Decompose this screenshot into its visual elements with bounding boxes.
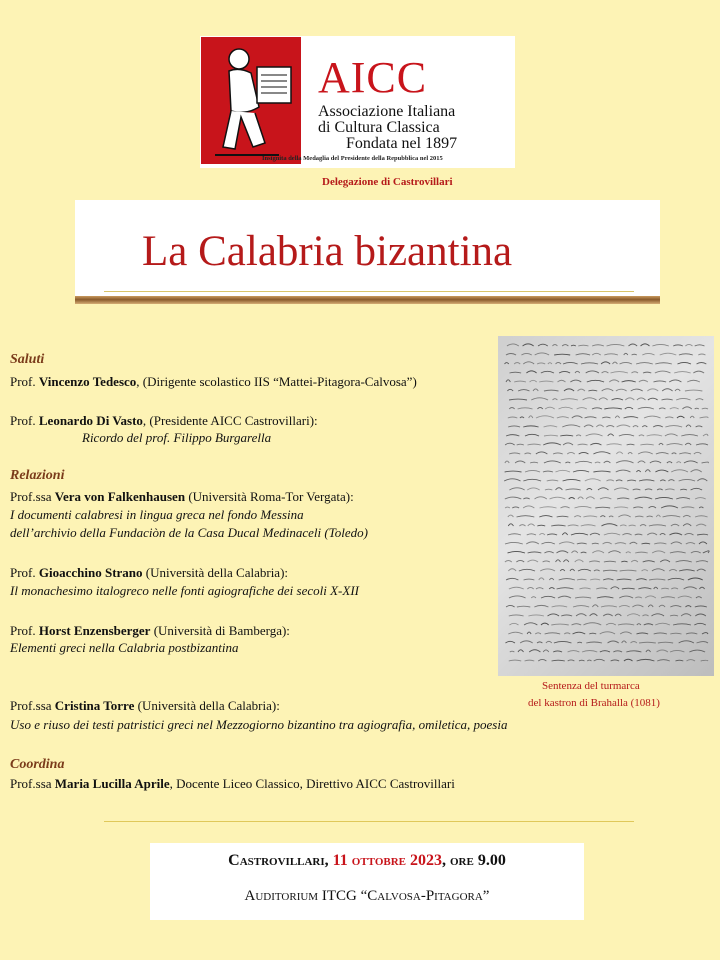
event-time: , ore 9.00 — [442, 852, 506, 869]
speaker-affiliation: (Università della Calabria): — [142, 565, 289, 580]
logo-insigna: Insignita della Medaglia del Presidente della Repubblica nel 2015 — [262, 155, 443, 162]
speaker-affiliation: , (Dirigente scolastico IIS “Mattei-Pitagora-Calvosa”) — [136, 374, 417, 389]
speaker-affiliation: , (Presidente AICC Castrovillari): — [142, 413, 318, 428]
scribe-figure-icon — [201, 37, 301, 164]
speaker-prefix: Prof. — [10, 374, 39, 389]
relazione-4-speaker — [10, 698, 280, 714]
speaker-prefix: Prof. — [10, 623, 39, 638]
speaker-prefix: Prof.ssa — [10, 698, 55, 713]
speaker-affiliation: , Docente Liceo Classico, Direttivo AICC Castrovillari — [169, 776, 455, 791]
relazioni-heading: Relazioni — [10, 468, 65, 483]
speaker-affiliation: (Università di Bamberga): — [150, 623, 290, 638]
relazione-1-speaker — [10, 489, 354, 505]
manuscript-image — [498, 336, 714, 676]
relazione-3-speaker — [10, 623, 290, 639]
saluti-speaker-2 — [10, 413, 318, 429]
event-venue: Auditorium ITCG “Calvosa-Pitagora” — [244, 888, 490, 904]
footer-separator — [104, 821, 634, 822]
page-title: La Calabria bizantina — [142, 228, 513, 275]
speaker-prefix: Prof.ssa — [10, 776, 55, 791]
title-rule — [104, 291, 634, 292]
speaker-prefix: Prof. — [10, 565, 39, 580]
wood-divider — [75, 296, 660, 304]
image-caption-line-2: del kastron di Brahalla (1081) — [528, 697, 660, 709]
image-caption-line-1: Sentenza del turmarca — [542, 680, 640, 692]
saluti-heading: Saluti — [10, 352, 45, 367]
logo-line-3: Fondata nel 1897 — [346, 135, 458, 152]
event-date-line — [150, 852, 584, 870]
logo-line-2: di Cultura Classica — [318, 119, 440, 136]
speaker-prefix: Prof.ssa — [10, 489, 55, 504]
logo-scribe-emblem — [201, 37, 301, 164]
relazione-2-speaker — [10, 565, 288, 581]
logo-acronym: AICC — [318, 53, 428, 102]
coordina-heading: Coordina — [10, 757, 65, 772]
saluti-speaker-1 — [10, 374, 417, 390]
relazione-2-topic: Il monachesimo italogreco nelle fonti agiografiche dei secoli X-XII — [10, 583, 359, 598]
saluti-speaker-2-topic: Ricordo del prof. Filippo Burgarella — [82, 430, 272, 445]
relazione-1-topic-line-2: dell’archivio della Fundaciòn de la Casa Ducal Medinaceli (Toledo) — [10, 525, 368, 540]
speaker-name: Vincenzo Tedesco — [38, 374, 137, 389]
event-place: Castrovillari, — [228, 852, 333, 869]
speaker-name: Leonardo Di Vasto — [38, 413, 143, 428]
speaker-affiliation: (Università Roma-Tor Vergata): — [185, 489, 354, 504]
coordina-speaker — [10, 776, 455, 792]
logo-line-1: Associazione Italiana — [318, 103, 456, 120]
speaker-name: Gioacchino Strano — [38, 565, 143, 580]
speaker-name: Vera von Falkenhausen — [54, 489, 186, 504]
speaker-prefix: Prof. — [10, 413, 39, 428]
manuscript-writing-icon — [498, 336, 714, 676]
relazione-3-topic: Elementi greci nella Calabria postbizantina — [10, 640, 239, 655]
speaker-name: Maria Lucilla Aprile — [54, 776, 170, 791]
event-date: 11 ottobre 2023 — [332, 852, 442, 869]
delegation-label: Delegazione di Castrovillari — [322, 176, 453, 188]
speaker-affiliation: (Università della Calabria): — [134, 698, 280, 713]
relazione-4-topic: Uso e riuso dei testi patristici greci nel Mezzogiorno bizantino tra agiografia, omiletica, poesia — [10, 717, 508, 732]
relazione-1-topic-line-1: I documenti calabresi in lingua greca nel fondo Messina — [10, 507, 304, 522]
speaker-name: Horst Enzensberger — [38, 623, 151, 638]
speaker-name: Cristina Torre — [54, 698, 135, 713]
